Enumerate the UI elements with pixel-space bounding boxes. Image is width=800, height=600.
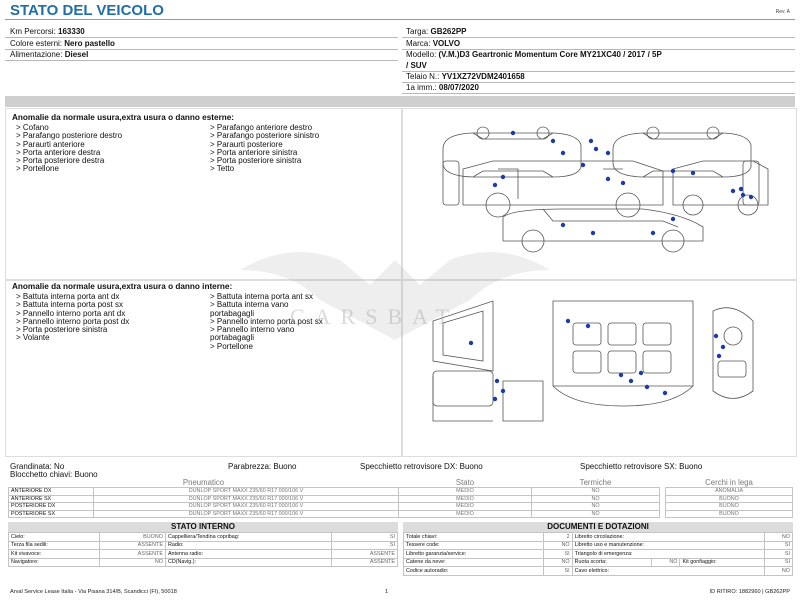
imm-field: 1a imm.: 08/07/2020: [406, 83, 479, 92]
table-row: Navigatore: NO CD(Navig.): ASSENTE: [9, 558, 398, 567]
list-item: > Porta anteriore destra: [16, 147, 101, 157]
grandinata-field: Grandinata: No: [10, 462, 65, 471]
modello-field: Modello: (V.M.)D3 Geartronic Momentum Core MY21XC40 / 2017 / 5P: [406, 50, 662, 59]
colore-field: Colore esterni: Nero pastello: [10, 39, 115, 48]
external-damage-title: Anomalie da normale usura,extra usura o danno esterne:: [12, 113, 235, 122]
documenti-title: DOCUMENTI E DOTAZIONI: [403, 522, 793, 532]
list-item: > Battuta interna vano: [210, 300, 289, 310]
list-item: > Cofano: [16, 123, 49, 132]
km-field: Km Percorsi: 163330: [10, 27, 85, 36]
table-row: Libretto garanzia/service: SI Triangolo di emergenza: SI: [404, 550, 793, 559]
footer-page-number: 1: [385, 589, 389, 595]
list-item: portabagagli: [210, 308, 255, 318]
document-title: STATO DEL VEICOLO: [10, 2, 164, 19]
tires-header-stato: Stato: [455, 478, 475, 487]
footer-address: Arval Service Lease Italia - Via Pisana 314/B, Scandicci (FI), 50018: [10, 589, 177, 595]
marca-field: Marca: VOLVO: [406, 39, 461, 48]
list-item: > Porta anteriore sinistra: [210, 147, 298, 157]
documenti-panel: [403, 522, 793, 576]
tires-table: [8, 478, 660, 518]
table-row: BUONO: [666, 495, 793, 503]
alimentazione-field: Alimentazione: Diesel: [10, 50, 89, 59]
table-row: ANTERIORE DX DUNLOP SPORT MAXX 235/60 R17 000/106 V MEDIO NO: [9, 488, 660, 496]
telaio-field: Telaio N.: YV1XZ72VDM2401658: [406, 72, 525, 81]
table-row: Totale chiavi: 2 Libretto circolazione: NO: [404, 533, 793, 542]
external-damage-list-left: [16, 124, 122, 174]
specchietto-dx-field: Specchietto retrovisore DX: Buono: [360, 462, 483, 471]
list-item: > Porta posteriore destra: [16, 156, 105, 166]
list-item: > Battuta interna porta ant dx: [16, 292, 120, 301]
table-row: POSTERIORE DX DUNLOP SPORT MAXX 235/60 R17 000/106 V MEDIO NO: [9, 503, 660, 511]
list-item: > Volante: [16, 333, 50, 343]
external-damage-list-right: [210, 124, 319, 174]
list-item: > Parafango posteriore destro: [16, 131, 123, 141]
list-item: > Porta posteriore sinistra: [210, 156, 302, 166]
table-row: Kit vivavoce: ASSENTE Antenna radio: ASSENTE: [9, 550, 398, 559]
blocchetto-field: Blocchetto chiavi: Buono: [10, 470, 98, 479]
tires-header-pneumatico: Pneumatico: [182, 478, 225, 487]
cerchi-header: Cerchi in lega: [705, 478, 753, 487]
revision-label: Rev. A: [775, 9, 790, 15]
documenti-table: [403, 532, 793, 576]
footer-id: ID RITIRO: 1882960 | GB262PP: [709, 589, 790, 595]
list-item: portabagagli: [210, 333, 255, 343]
table-row: ANOMALIA: [666, 488, 793, 496]
list-item: > Parafango posteriore sinistro: [210, 131, 320, 141]
table-row: ANTERIORE SX DUNLOP SPORT MAXX 235/60 R17 000/106 V MEDIO NO: [9, 495, 660, 503]
watermark-text: CARSBAT: [290, 304, 460, 329]
list-item: > Pannello interno porta post dx: [16, 316, 130, 326]
parabrezza-field: Parabrezza: Buono: [228, 462, 297, 471]
internal-damage-list-left: [16, 293, 129, 343]
stato-interno-table: [8, 532, 398, 567]
list-item: > Battuta interna porta ant sx: [210, 292, 313, 301]
title-divider: [5, 19, 795, 20]
list-item: > Paraurti posteriore: [210, 139, 283, 149]
table-row: BUONO: [666, 503, 793, 511]
list-item: > Parafango anteriore destro: [210, 123, 313, 132]
divider: [402, 37, 795, 38]
specchietto-sx-field: Specchietto retrovisore SX: Buono: [580, 462, 703, 471]
cerchi-table: [665, 478, 793, 518]
list-item: > Pannello interno porta ant dx: [16, 308, 126, 318]
table-row: POSTERIORE SX DUNLOP SPORT MAXX 235/60 R17 000/106 V MEDIO NO: [9, 510, 660, 518]
watermark-logo-icon: [230, 230, 560, 350]
table-row: Catene da neve: NO Ruota scorta: NO Kit gonfiaggio: SI: [404, 558, 793, 567]
list-item: > Paraurti anteriore: [16, 139, 85, 149]
tires-header-termiche: Termiche: [579, 478, 612, 487]
list-item: > Portellone: [16, 164, 59, 174]
table-row: Tessere code: NO Libretto uso e manutenzione: SI: [404, 541, 793, 550]
stato-interno-panel: [8, 522, 398, 567]
section-bar: [5, 96, 795, 107]
modello-field-cont: / SUV: [406, 61, 427, 70]
list-item: > Pannello interno vano: [210, 325, 295, 335]
cerchi-table-wrapper: [665, 478, 793, 518]
stato-interno-title: STATO INTERNO: [8, 522, 398, 532]
list-item: > Pannello interno porta post sx: [210, 316, 323, 326]
divider: [5, 60, 398, 61]
list-item: > Portellone: [210, 341, 253, 351]
list-item: > Tetto: [210, 164, 235, 174]
list-item: > Battuta interna porta post sx: [16, 300, 123, 310]
internal-damage-title: Anomalie da normale usura,extra usura o danno interne:: [12, 282, 233, 291]
table-row: Codice autoradio: SI Cavo elettrico: NO: [404, 567, 793, 576]
carsbat-watermark: [230, 230, 560, 350]
tires-table-wrapper: [8, 478, 660, 518]
table-row: Terza fila sedili: ASSENTE Radio: SI: [9, 541, 398, 550]
divider: [402, 93, 795, 94]
table-row: Cielo: BUONO Cappelliera/Tendina copribag: SI: [9, 533, 398, 542]
table-row: BUONO: [666, 510, 793, 518]
targa-field: Targa: GB262PP: [406, 27, 467, 36]
list-item: > Porta posteriore sinistra: [16, 325, 108, 335]
